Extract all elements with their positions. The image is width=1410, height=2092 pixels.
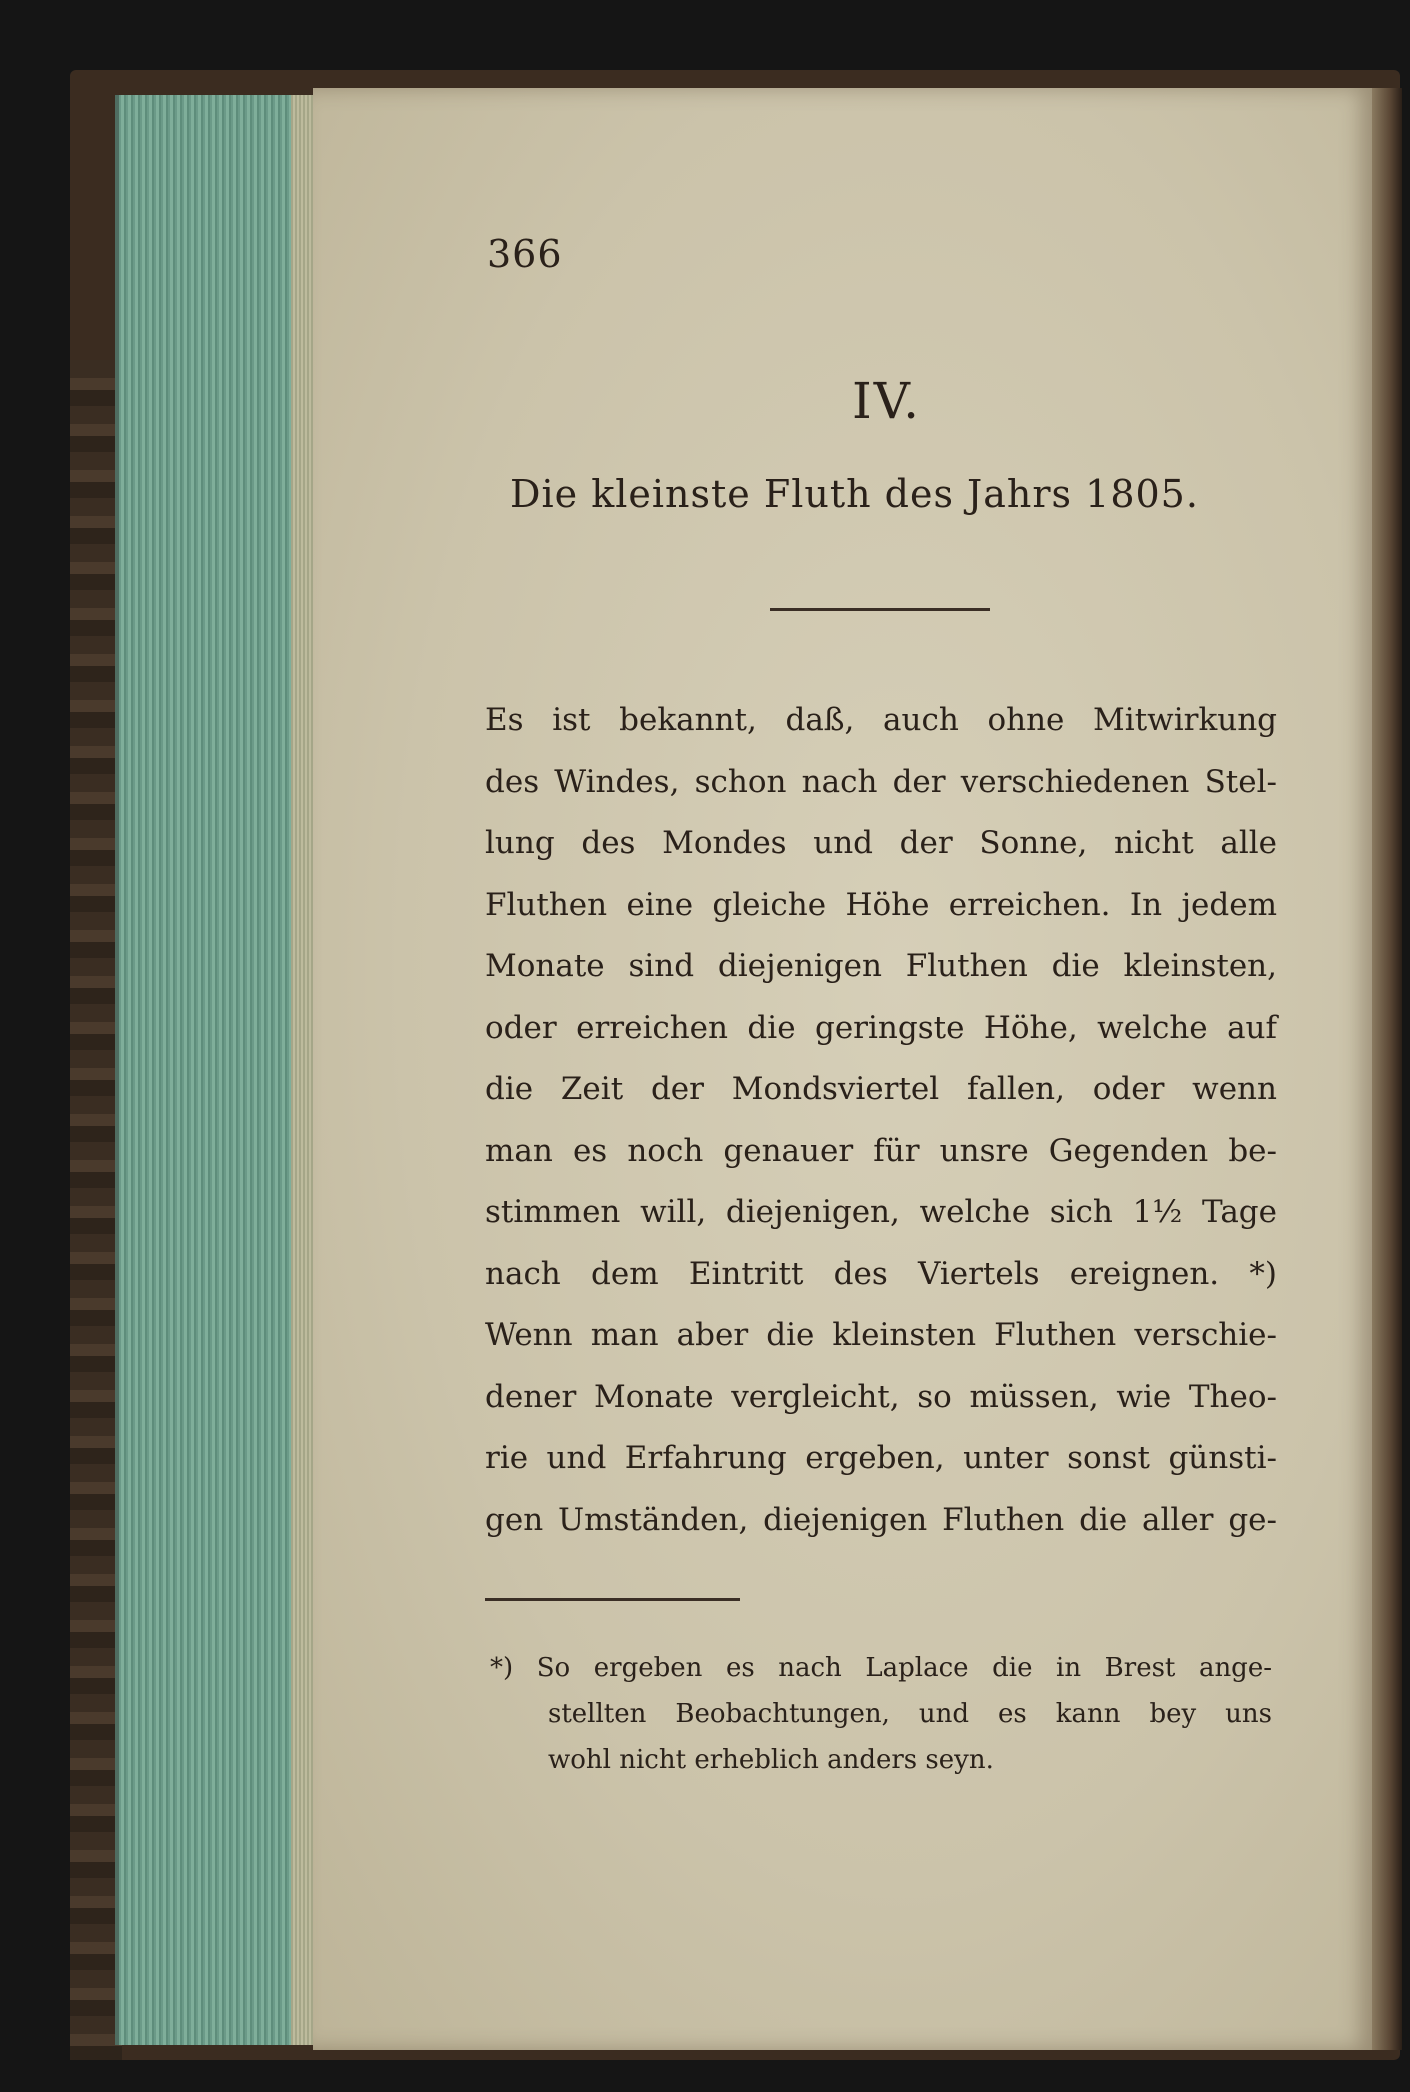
body-line: die Zeit der Mondsviertel fallen, oder wenn xyxy=(485,1071,1277,1107)
page-gutter xyxy=(1372,88,1402,2050)
section-numeral: IV. xyxy=(852,372,922,430)
body-text xyxy=(485,690,1277,1551)
body-line: des Windes, schon nach der verschiedenen Stel- xyxy=(485,763,1277,800)
body-line: nach dem Eintritt des Viertels ereignen. *) xyxy=(485,1255,1277,1292)
footnote-rule xyxy=(485,1598,740,1601)
body-line: Es ist bekannt, daß, auch ohne Mitwirkung xyxy=(485,702,1277,738)
footnote-line: wohl nicht erheblich anders seyn. xyxy=(548,1745,994,1775)
body-line: Monate sind diejenigen Fluthen die kleinsten, xyxy=(485,948,1277,984)
body-line: stimmen will, diejenigen, welche sich 1½ Tage xyxy=(485,1194,1277,1230)
body-line: man es noch genauer für unsre Gegenden be- xyxy=(485,1132,1277,1169)
body-line: Fluthen eine gleiche Höhe erreichen. In jedem xyxy=(485,886,1277,923)
page-number: 366 xyxy=(487,232,563,276)
page-edges xyxy=(115,95,319,2045)
body-line: lung des Mondes und der Sonne, nicht alle xyxy=(485,825,1277,861)
body-line: gen Umständen, diejenigen Fluthen die aller ge- xyxy=(485,1501,1277,1538)
body-line: Wenn man aber die kleinsten Fluthen verschie- xyxy=(485,1317,1277,1353)
footnote xyxy=(490,1645,1272,1783)
body-line: rie und Erfahrung ergeben, unter sonst günsti- xyxy=(485,1440,1277,1476)
body-line: dener Monate vergleicht, so müssen, wie Theo- xyxy=(485,1378,1277,1415)
footnote-line: *) So ergeben es nach Laplace die in Brest ange- xyxy=(490,1653,1272,1683)
footnote-line: stellten Beobachtungen, und es kann bey uns xyxy=(548,1699,1272,1729)
title-rule xyxy=(770,608,990,611)
body-line: oder erreichen die geringste Höhe, welche auf xyxy=(485,1009,1277,1046)
section-title: Die kleinste Fluth des Jahrs 1805. xyxy=(510,472,1199,516)
